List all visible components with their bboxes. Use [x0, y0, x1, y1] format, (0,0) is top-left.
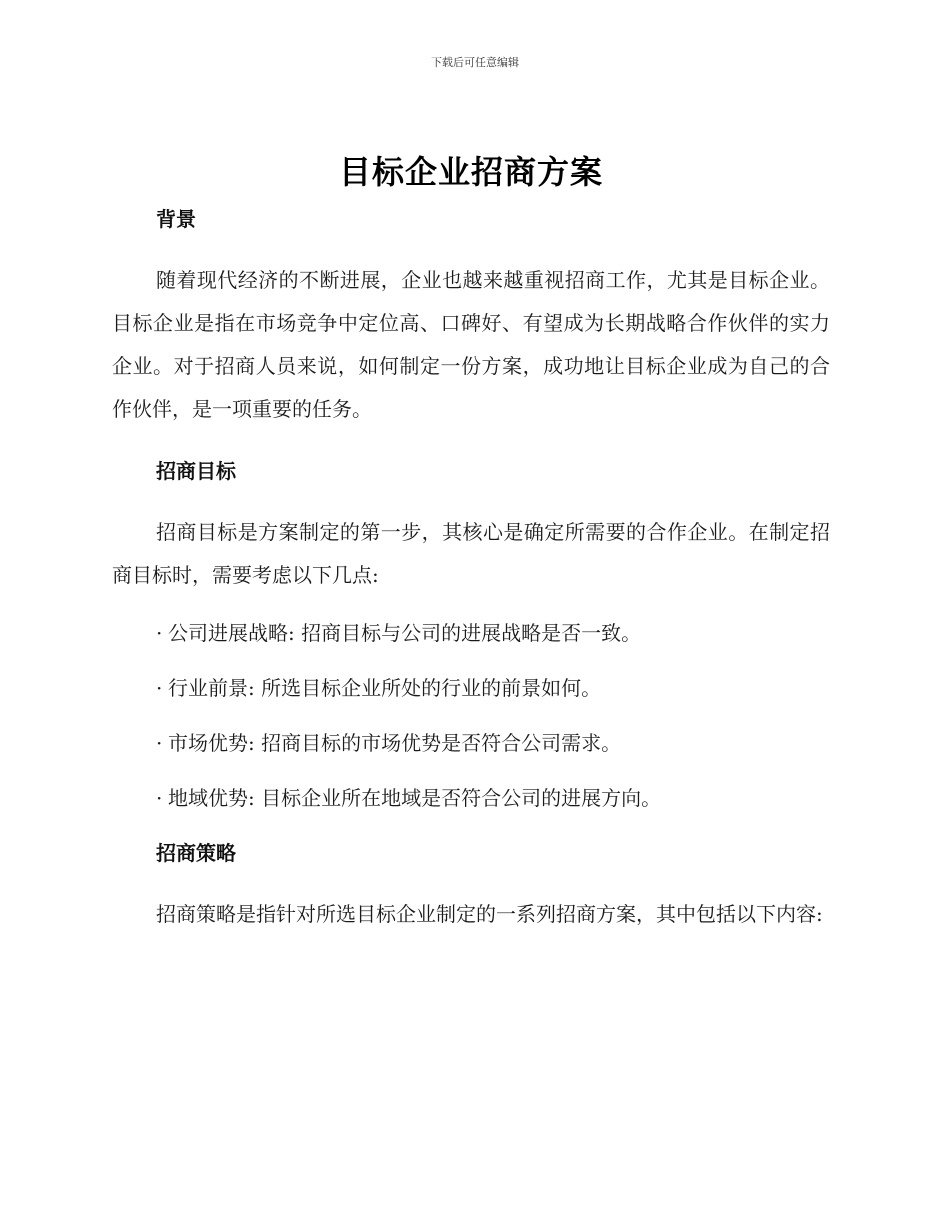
bullet-dot-icon: ·: [156, 731, 163, 755]
section-heading-target: 招商目标: [156, 459, 236, 483]
page-header-note: 下载后可任意编辑: [431, 56, 519, 69]
target-paragraph: 招商目标是方案制定的第一步，其核心是确定所需要的合作企业。在制定招商目标时，需要考虑以下几点:: [112, 520, 830, 587]
list-item: [112, 619, 830, 647]
bullet-dot-icon: ·: [156, 676, 163, 700]
document-title: 目标企业招商方案: [338, 153, 603, 191]
list-item: [112, 729, 830, 757]
list-item: [112, 784, 830, 812]
list-item-text: 行业前景: 所选目标企业所处的行业的前景如何。: [168, 676, 602, 700]
bullet-dot-icon: ·: [156, 786, 163, 810]
list-item-text: 公司进展战略: 招商目标与公司的进展战略是否一致。: [168, 621, 642, 645]
bullet-dot-icon: ·: [156, 621, 163, 645]
strategy-paragraph: 招商策略是指针对所选目标企业制定的一系列招商方案，其中包括以下内容:: [156, 902, 823, 926]
list-item: [112, 674, 830, 702]
section-heading-background: 背景: [156, 207, 196, 231]
section-heading-strategy: 招商策略: [156, 841, 236, 865]
document-body: [112, 148, 830, 936]
list-item-text: 地域优势: 目标企业所在地域是否符合公司的进展方向。: [168, 786, 662, 810]
list-item-text: 市场优势: 招商目标的市场优势是否符合公司需求。: [168, 731, 622, 755]
background-paragraph: 随着现代经济的不断进展，企业也越来越重视招商工作，尤其是目标企业。目标企业是指在市场竞争中定位高、口碑好、有望成为长期战略合作伙伴的实力企业。对于招商人员来说，如何制定一份方案，成功地让目标企业成为自己的合作伙伴，是一项重要的任务。: [112, 268, 830, 421]
